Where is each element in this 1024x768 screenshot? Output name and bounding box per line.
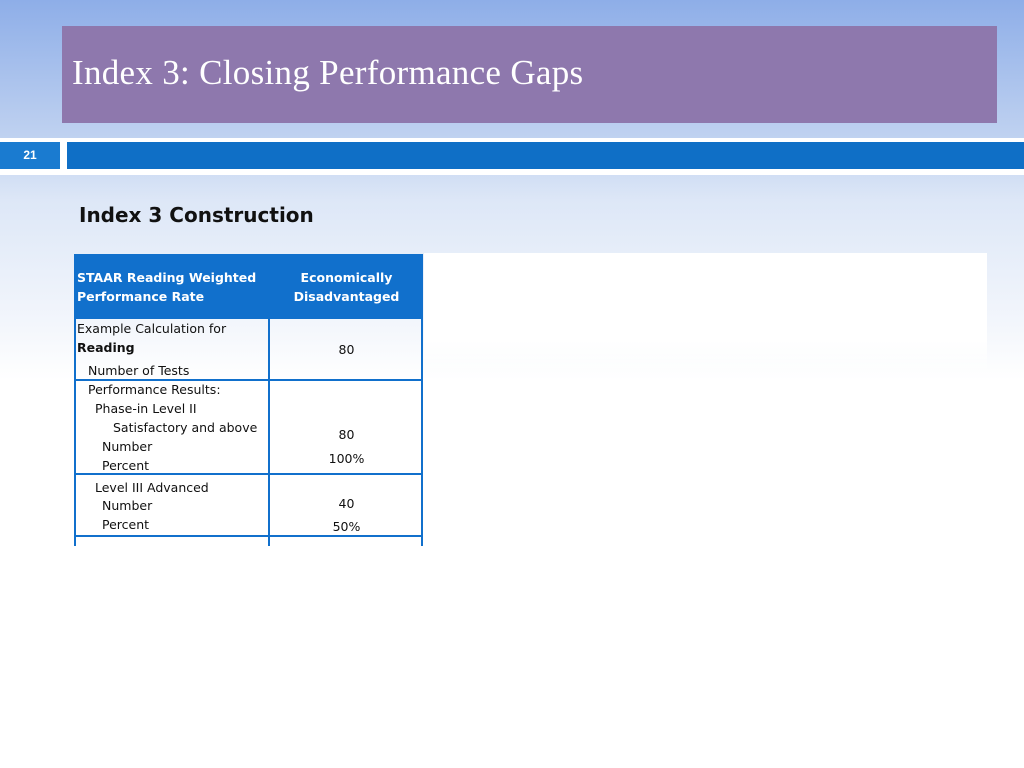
slide-subtitle: Index 3 Construction: [79, 203, 314, 227]
row2-label-line5: Percent: [102, 458, 150, 473]
row3-label-line1: Level III Advanced: [95, 480, 209, 495]
header-cell-rate: [77, 268, 267, 306]
row-divider: [74, 535, 423, 537]
row3-value-percent: 50%: [332, 519, 361, 534]
row-divider: [74, 379, 423, 381]
content-panel: [424, 253, 987, 378]
row1-value: 80: [338, 342, 355, 357]
row1-label-line2: Reading: [77, 340, 135, 355]
row2-label-line1: Performance Results:: [88, 382, 221, 397]
row1-label-line3: Number of Tests: [88, 363, 190, 378]
row2-label-line3: Satisfactory and above: [113, 420, 258, 435]
row3-value-number: 40: [338, 496, 355, 511]
header-group-line2: Disadvantaged: [293, 289, 400, 304]
header-group-line1: Economically: [300, 270, 393, 285]
performance-table: [74, 254, 423, 546]
slide-number-box: [0, 142, 60, 169]
table-border-left: [74, 254, 76, 546]
table-header: [74, 254, 423, 319]
header-rate-line2: Performance Rate: [77, 289, 205, 304]
row2-label-line2: Phase-in Level II: [95, 401, 197, 416]
slide-title: Index 3: Closing Performance Gaps: [72, 53, 584, 92]
slide-title-box: [62, 26, 997, 123]
row3-label-line3: Percent: [102, 517, 150, 532]
accent-bar: [67, 142, 1024, 169]
slide-number: 21: [23, 148, 37, 162]
row2-value-percent: 100%: [328, 451, 365, 466]
row2-value-number: 80: [338, 427, 355, 442]
row2-label-line4: Number: [102, 439, 153, 454]
header-cell-group: [270, 268, 423, 306]
row3-label-line2: Number: [102, 498, 153, 513]
row1-label-line1: Example Calculation for: [77, 321, 227, 336]
row-divider: [74, 473, 423, 475]
header-rate-line1: STAAR Reading Weighted: [77, 270, 257, 285]
